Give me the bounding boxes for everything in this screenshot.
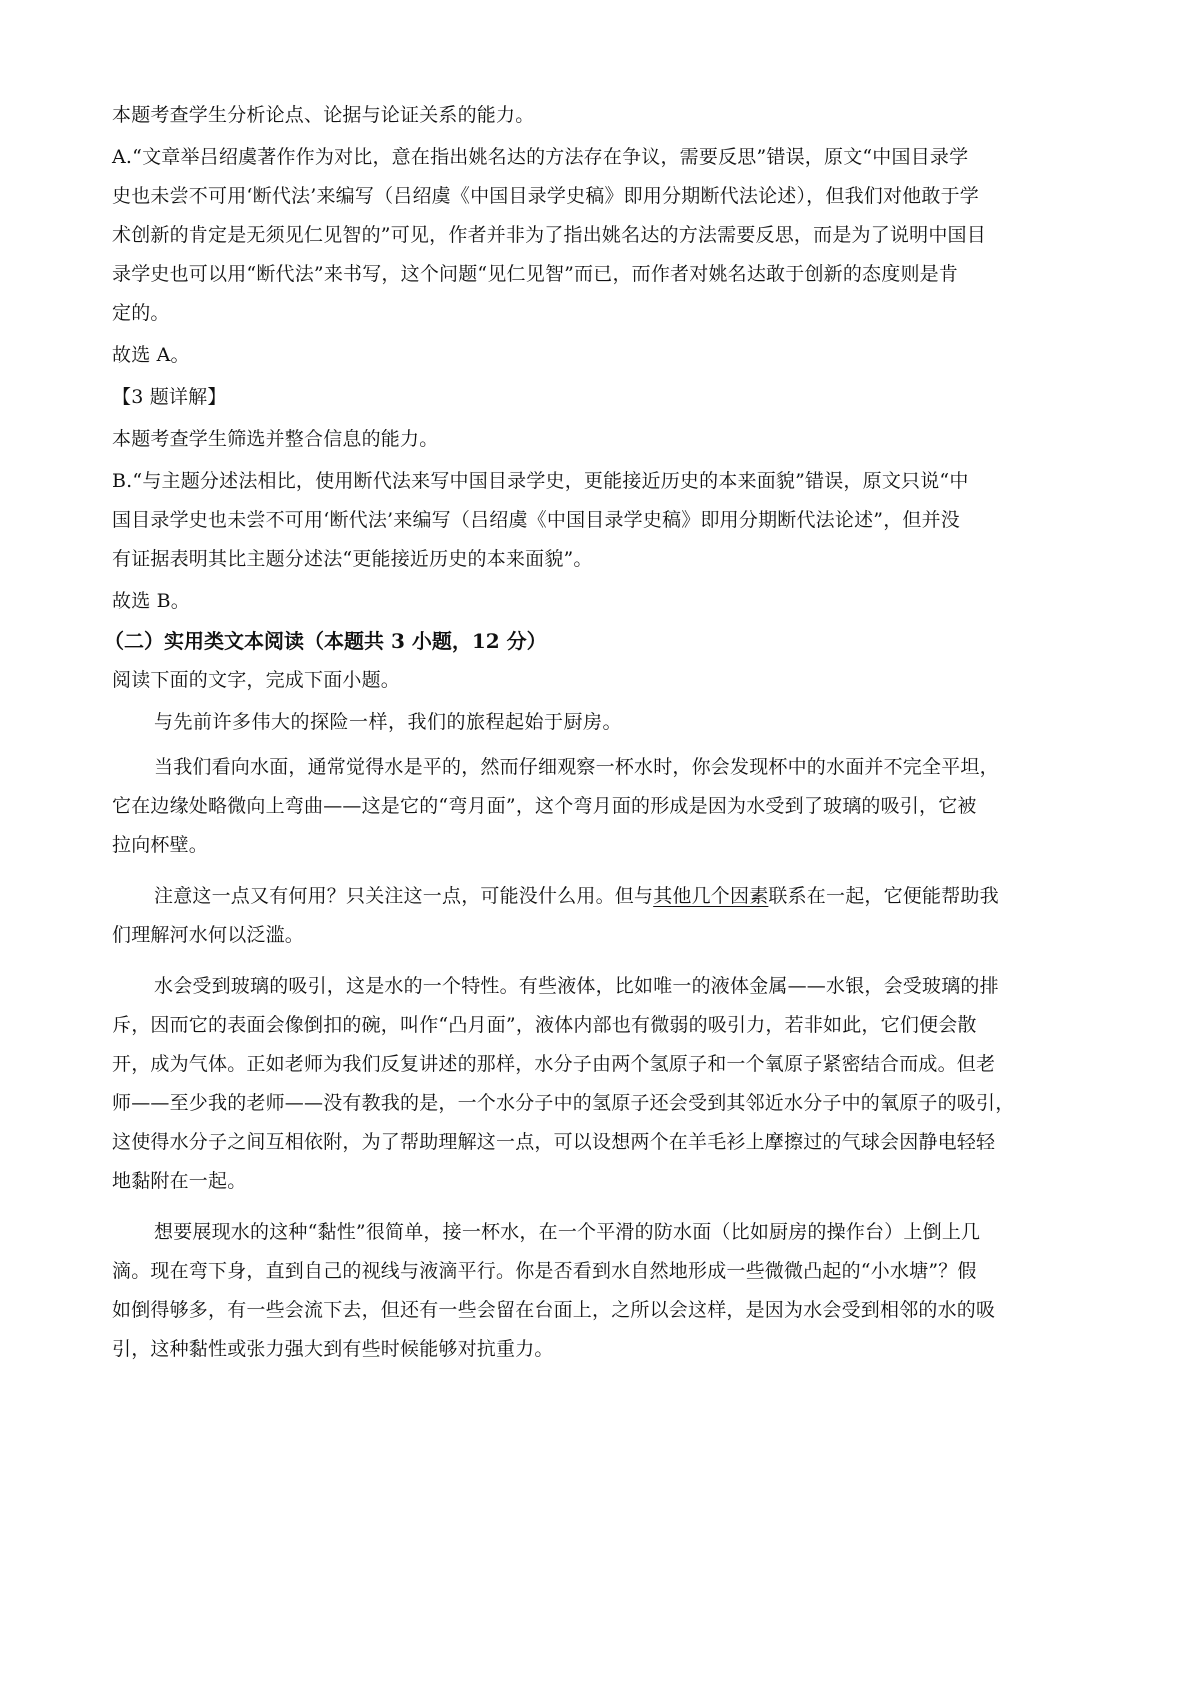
answer-explanation-a <box>112 138 1097 333</box>
text-line: 师——至少我的老师——没有教我的是，一个水分子中的氢原子还会受到其邻近水分子中的氧原子的吸引， <box>112 1092 1015 1114</box>
question-3-detail-heading: 【3 题详解】 <box>112 386 227 408</box>
section-heading: （二）实用类文本阅读（本题共 3 小题，12 分） <box>104 629 547 653</box>
text-line: 地黏附在一起。 <box>112 1170 247 1192</box>
text-line: 滴。现在弯下身，直到自己的视线与液滴平行。你是否看到水自然地形成一些微微凸起的“小水塘”？假 <box>112 1260 977 1282</box>
text-line: 这使得水分子之间互相依附，为了帮助理解这一点，可以设想两个在羊毛衫上摩擦过的气球会因静电轻轻 <box>112 1131 996 1153</box>
text-line: 引，这种黏性或张力强大到有些时候能够对抗重力。 <box>112 1338 554 1360</box>
text-line <box>112 877 1097 916</box>
text-line: 们理解河水何以泛滥。 <box>112 924 305 946</box>
text-line: A.“文章举吕绍虞著作作为对比，意在指出姚名达的方法存在争议，需要反思”错误，原文“中国目录学 <box>112 146 969 168</box>
reading-paragraph-3 <box>112 877 1097 955</box>
answer-choice-b: 故选 B。 <box>112 590 191 612</box>
text-line: 国目录学史也未尝不可用‘断代法’来编写（吕绍虞《中国目录学史稿》即用分期断代法论述”，但并没 <box>112 509 960 531</box>
text-line: 它在边缘处略微向上弯曲——这是它的“弯月面”，这个弯月面的形成是因为水受到了玻璃的吸引，它被 <box>112 795 977 817</box>
text-line: 水会受到玻璃的吸引，这是水的一个特性。有些液体，比如唯一的液体金属——水银，会受玻璃的排 <box>154 975 999 997</box>
reading-paragraph-4 <box>112 967 1097 1201</box>
question-3-intro: 本题考查学生筛选并整合信息的能力。 <box>112 428 439 450</box>
reading-paragraph-1: 与先前许多伟大的探险一样，我们的旅程起始于厨房。 <box>154 711 623 733</box>
text-line: 斥，因而它的表面会像倒扣的碗，叫作“凸月面”，液体内部也有微弱的吸引力，若非如此，它们便会散 <box>112 1014 977 1036</box>
text-line: 术创新的肯定是无须见仁见智的”可见，作者并非为了指出姚名达的方法需要反思，而是为了说明中国目 <box>112 224 986 246</box>
document-page <box>104 96 1097 1369</box>
text-line: 想要展现水的这种“黏性”很简单，接一杯水，在一个平滑的防水面（比如厨房的操作台）上倒上几 <box>154 1221 981 1243</box>
text-segment: 联系在一起，它便能帮助我 <box>768 885 999 907</box>
reading-instruction: 阅读下面的文字，完成下面小题。 <box>112 669 401 691</box>
text-segment: 注意这一点又有何用？只关注这一点，可能没什么用。但与 <box>154 885 654 907</box>
text-line: B.“与主题分述法相比，使用断代法来写中国目录学史，更能接近历史的本来面貌”错误，原文只说“中 <box>112 470 969 492</box>
text-line: 录学史也可以用“断代法”来书写，这个问题“见仁见智”而已，而作者对姚名达敢于创新的态度则是肯 <box>112 263 959 285</box>
text-line: 史也未尝不可用‘断代法’来编写（吕绍虞《中国目录学史稿》即用分期断代法论述），但我们对他敢于学 <box>112 185 979 207</box>
answer-choice-a: 故选 A。 <box>112 344 190 366</box>
text-line: 定的。 <box>112 302 170 324</box>
text-line: 开，成为气体。正如老师为我们反复讲述的那样，水分子由两个氢原子和一个氧原子紧密结合而成。但老 <box>112 1053 996 1075</box>
underlined-phrase: 其他几个因素 <box>653 885 769 907</box>
reading-paragraph-5 <box>112 1213 1097 1369</box>
reading-paragraph-2 <box>112 748 1097 865</box>
answer-explanation-intro: 本题考查学生分析论点、论据与论证关系的能力。 <box>112 104 535 126</box>
answer-explanation-b <box>112 462 1097 579</box>
text-line: 当我们看向水面，通常觉得水是平的，然而仔细观察一杯水时，你会发现杯中的水面并不完全平坦， <box>154 756 999 778</box>
text-line: 有证据表明其比主题分述法“更能接近历史的本来面貌”。 <box>112 548 593 570</box>
text-line: 拉向杯壁。 <box>112 834 209 856</box>
text-line: 如倒得够多，有一些会流下去，但还有一些会留在台面上，之所以会这样，是因为水会受到相邻的水的吸 <box>112 1299 996 1321</box>
